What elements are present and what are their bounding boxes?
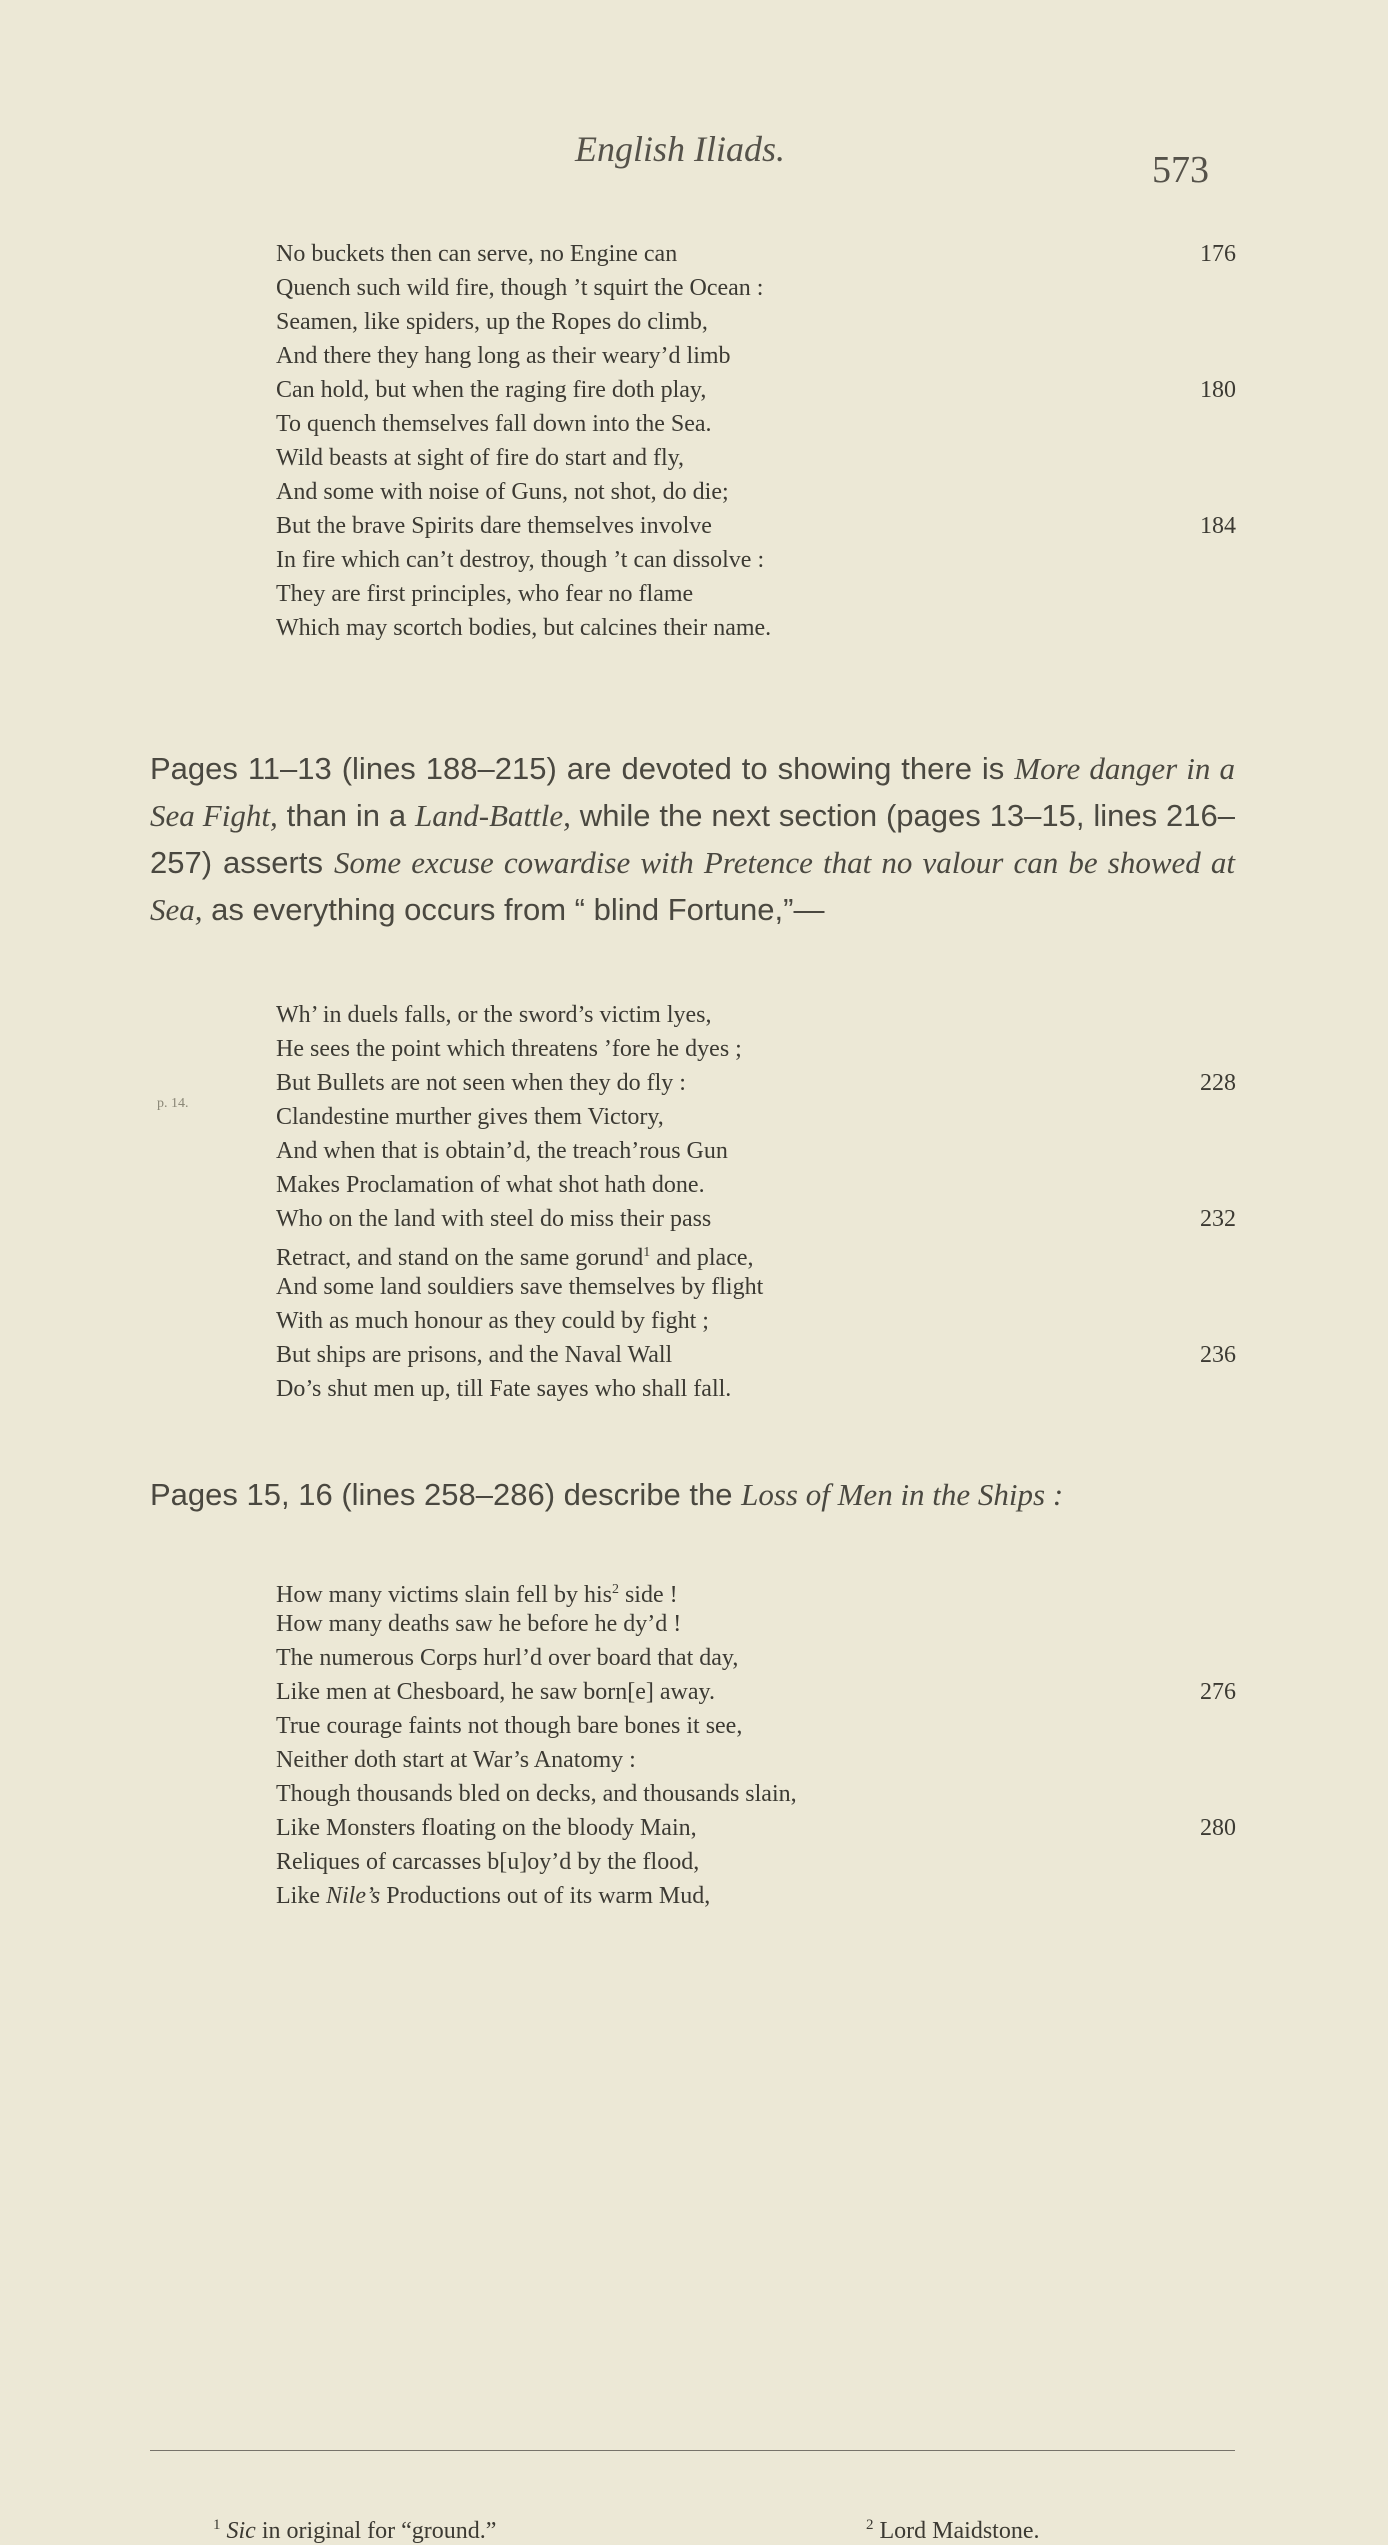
line-number: 280 bbox=[1200, 1815, 1236, 1841]
verse-line: Can hold, but when the raging fire doth play, 180 bbox=[276, 373, 1236, 407]
line-number: 232 bbox=[1200, 1206, 1236, 1232]
verse-block-1 bbox=[276, 237, 1236, 645]
verse-line: Wild beasts at sight of fire do start and fly, bbox=[276, 445, 685, 471]
verse-line: Makes Proclamation of what shot hath done. bbox=[276, 1172, 705, 1198]
verse-line: True courage faints not though bare bones it see, bbox=[276, 1713, 743, 1739]
verse-line: They are first principles, who fear no flame bbox=[276, 581, 694, 607]
verse-line: Which may scortch bodies, but calcines their name. bbox=[276, 615, 772, 641]
verse-line: The numerous Corps hurl’d over board that day, bbox=[276, 1645, 739, 1671]
verse-line: He sees the point which threatens ’fore he dyes ; bbox=[276, 1036, 742, 1062]
line-number: 180 bbox=[1200, 377, 1236, 403]
verse-line: How many deaths saw he before he dy’d ! bbox=[276, 1611, 682, 1637]
footnote-ref: 2 bbox=[611, 1582, 619, 1597]
verse-line: Like Nile’s Productions out of its warm Mud, bbox=[276, 1883, 711, 1909]
footnote-ref: 1 bbox=[643, 1245, 651, 1260]
line-number: 228 bbox=[1200, 1070, 1236, 1096]
verse-line: Like Monsters floating on the bloody Main, 280 bbox=[276, 1811, 1236, 1845]
line-number: 276 bbox=[1200, 1679, 1236, 1705]
running-title: English Iliads. bbox=[574, 129, 785, 169]
verse-line: And some land souldiers save themselves by flight bbox=[276, 1274, 764, 1300]
verse-line: Though thousands bled on decks, and thousands slain, bbox=[276, 1781, 797, 1807]
verse-line: And some with noise of Guns, not shot, do die; bbox=[276, 479, 729, 505]
verse-line: How many victims slain fell by his$^2$ side ! bbox=[276, 1582, 678, 1608]
footnote-rule bbox=[150, 2450, 1235, 2451]
verse-line: Quench such wild fire, though ’t squirt the Ocean : bbox=[276, 275, 764, 301]
verse-line: Wh’ in duels falls, or the sword’s victim lyes, bbox=[276, 1002, 712, 1028]
line-number: 184 bbox=[1200, 513, 1236, 539]
verse-line: To quench themselves fall down into the Sea. bbox=[276, 411, 712, 437]
verse-line: And there they hang long as their weary’d limb bbox=[276, 343, 731, 369]
verse-line: But Bullets are not seen when they do fly : 228 bbox=[276, 1066, 1236, 1100]
line-number: 176 bbox=[1200, 241, 1236, 267]
footnote-2: $^2$ Lord Maidstone. bbox=[866, 2517, 1040, 2544]
verse-line: Clandestine murther gives them Victory, bbox=[276, 1104, 664, 1130]
verse-line: Who on the land with steel do miss their pass 232 bbox=[276, 1202, 1236, 1236]
paragraph-1: Pages 11–13 (lines 188–215) are devoted to showing there is More danger in a Sea Fight, than in a Land-Battle, while the next section (pages 13–15, lines 216–257) asserts Some excuse cowardise with Pretence that no valour can be showed at Sea, as everything occurs from “ blind Fortune,”— bbox=[150, 751, 1236, 927]
verse-line: And when that is obtain’d, the treach’rous Gun bbox=[276, 1138, 728, 1164]
paragraph-2: Pages 15, 16 (lines 258–286) describe the Loss of Men in the Ships : bbox=[150, 1477, 1064, 1512]
verse-line: Reliques of carcasses b[u]oy’d by the flood, bbox=[276, 1849, 700, 1875]
verse-line: Retract, and stand on the same gorund$^1$ and place, bbox=[276, 1245, 754, 1271]
page-number: 573 bbox=[1152, 149, 1209, 191]
verse-line: But ships are prisons, and the Naval Wall 236 bbox=[276, 1338, 1236, 1372]
verse-line: But the brave Spirits dare themselves involve 184 bbox=[276, 509, 1236, 543]
footnote-1: $^1$ Sic in original for “ground.” bbox=[213, 2517, 497, 2544]
verse-line: Do’s shut men up, till Fate sayes who shall fall. bbox=[276, 1376, 732, 1402]
verse-line: In fire which can’t destroy, though ’t can dissolve : bbox=[276, 547, 765, 573]
verse-line: Neither doth start at War’s Anatomy : bbox=[276, 1747, 636, 1773]
verse-line: No buckets then can serve, no Engine can 176 bbox=[276, 237, 1236, 271]
verse-line: Like men at Chesboard, he saw born[e] away. 276 bbox=[276, 1675, 1236, 1709]
verse-block-3 bbox=[276, 1573, 1236, 1913]
verse-line: Seamen, like spiders, up the Ropes do climb, bbox=[276, 309, 708, 335]
verse-line: With as much honour as they could by fight ; bbox=[276, 1308, 709, 1334]
margin-note: p. 14. bbox=[157, 1096, 189, 1111]
verse-block-2 bbox=[276, 998, 1236, 1406]
line-number: 236 bbox=[1200, 1342, 1236, 1368]
